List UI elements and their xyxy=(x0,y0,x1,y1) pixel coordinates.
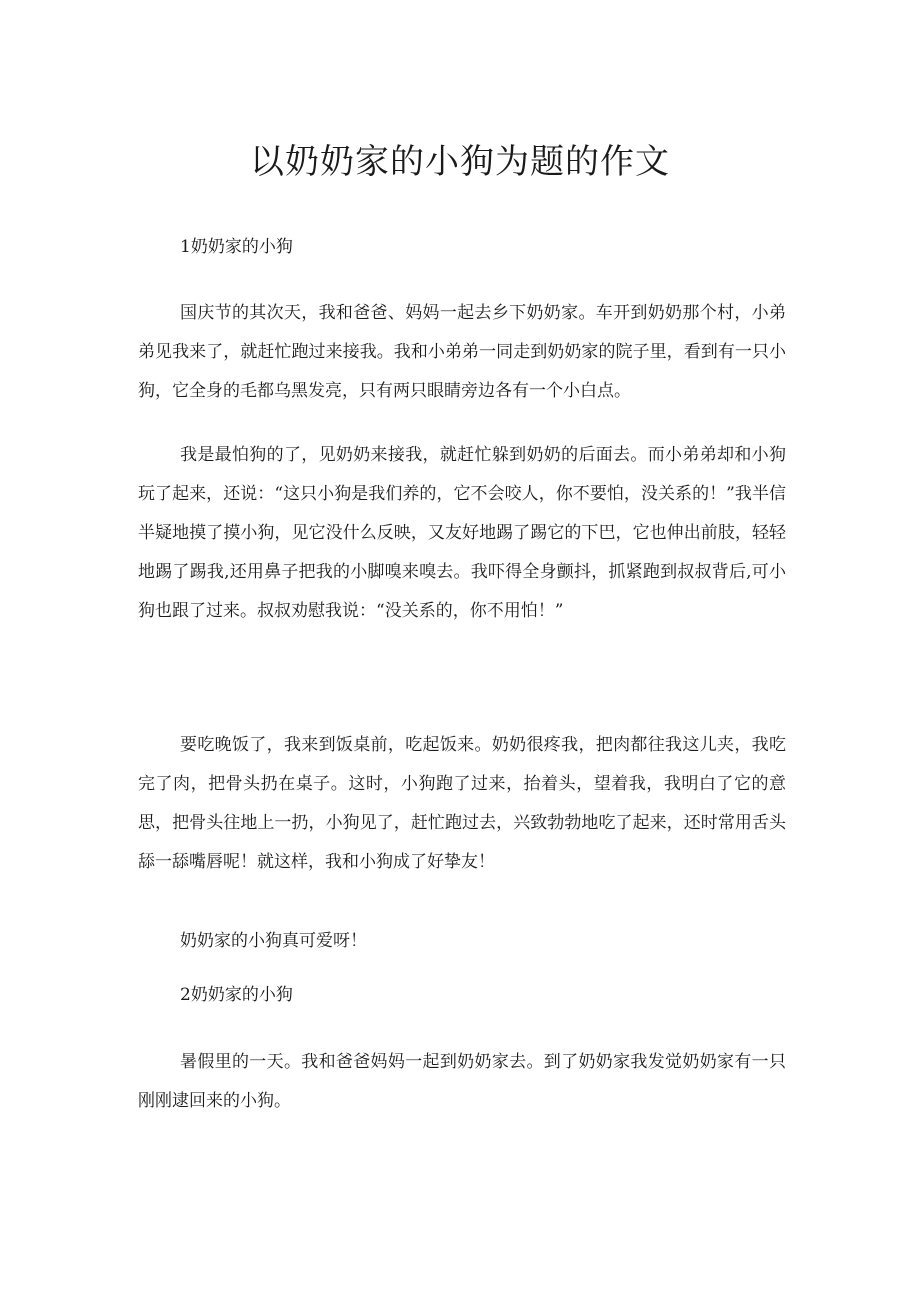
paragraph: 国庆节的其次天，我和爸爸、妈妈一起去乡下奶奶家。车开到奶奶那个村，小弟弟见我来了，就赶忙跑过来接我。我和小弟弟一同走到奶奶家的院子里，看到有一只小狗，它全身的毛都乌黑发亮，只有两只眼睛旁边各有一个小白点。 xyxy=(138,303,786,401)
paragraph: 暑假里的一天。我和爸爸妈妈一起到奶奶家去。到了奶奶家我发觉奶奶家有一只刚刚逮回来的小狗。 xyxy=(138,1052,786,1111)
paragraph: 要吃晚饭了，我来到饭桌前，吃起饭来。奶奶很疼我，把肉都往我这儿夹，我吃完了肉，把骨头扔在桌子。这时，小狗跑了过来，抬着头，望着我，我明白了它的意思，把骨头往地上一扔，小狗见了，赶忙跑过去，兴致勃勃地吃了起来，还时常用舌头舔一舔嘴唇呢！就这样，我和小狗成了好挚友！ xyxy=(138,735,786,872)
paragraph: 奶奶家的小狗真可爱呀！ xyxy=(180,931,367,951)
page-title: 以奶奶家的小狗为题的作文 xyxy=(250,142,670,182)
paragraph: 我是最怕狗的了，见奶奶来接我，就赶忙躲到奶奶的后面去。而小弟弟却和小狗玩了起来，还说：“这只小狗是我们养的，它不会咬人，你不要怕，没关系的！”我半信半疑地摸了摸小狗，见它没什么反映，又友好地踢了踢它的下巴，它也伸出前肢，轻轻地踢了踢我,还用鼻子把我的小脚嗅来嗅去。我吓得全身颤抖，抓紧跑到叔叔背后,可小狗也跟了过来。叔叔劝慰我说：“没关系的，你不用怕！” xyxy=(138,445,786,621)
section-heading-2: 2奶奶家的小狗 xyxy=(180,985,293,1005)
section-heading-1: 1奶奶家的小狗 xyxy=(180,237,293,257)
